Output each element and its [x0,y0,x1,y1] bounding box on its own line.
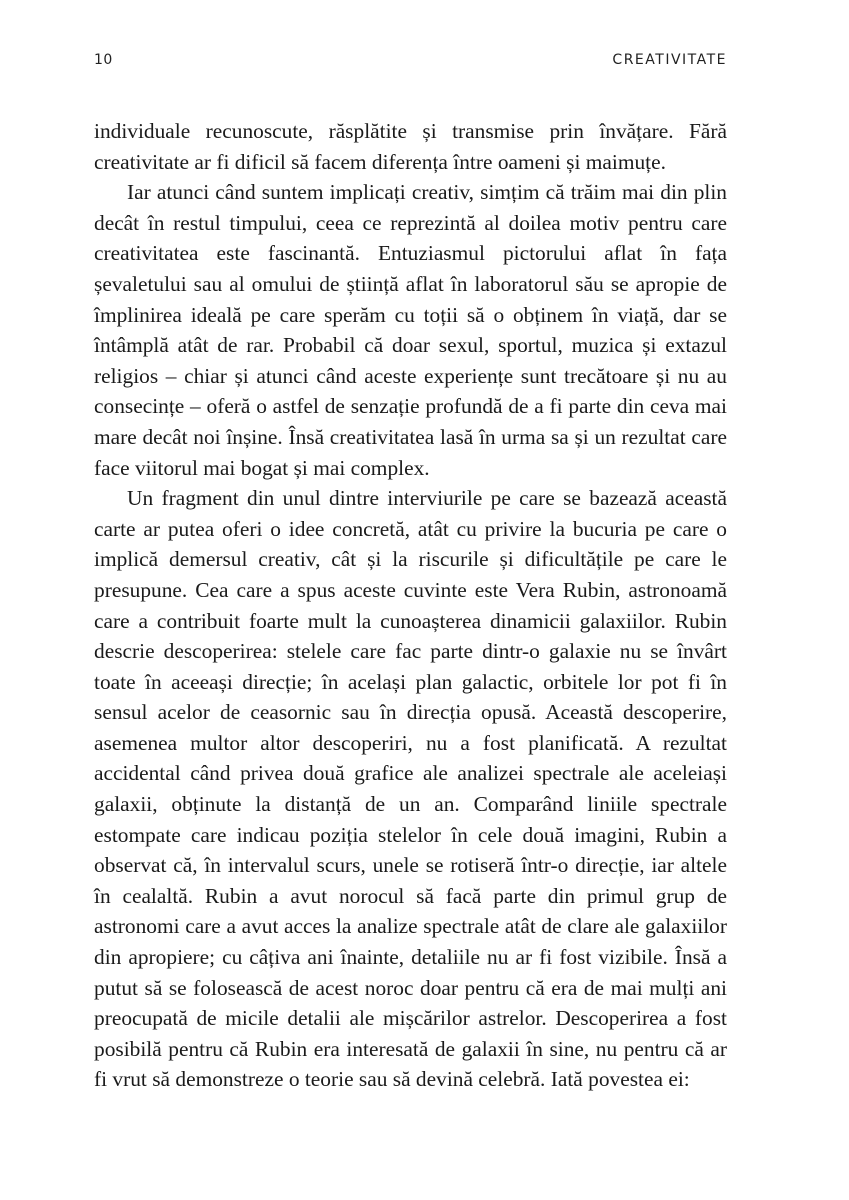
body-text [94,116,727,1095]
paragraph: Iar atunci când suntem implicați creativ, simțim că trăim mai din plin decât în restul timpului, ceea ce reprezintă al doilea motiv pentru care creativitatea este fascinantă. Entuziasmul pictorului aflat în fața șevaletului sau al omului de știință aflat în laboratorul său se apropie de împlinirea ideală pe care sperăm cu toții să o obținem în viață, dar se întâmplă atât de rar. Probabil că doar sexul, sportul, muzica și extazul religios – chiar și atunci când aceste experiențe sunt trecătoare și nu au consecințe – oferă o astfel de senzație profundă de a fi parte din ceva mai mare decât noi înșine. Însă creativitatea lasă în urma sa și un rezultat care face viitorul mai bogat și mai complex. [94,180,727,480]
paragraph-continued: individuale recunoscute, răsplătite și transmise prin învățare. Fără creativitate ar fi dificil să facem diferența între oameni și maimuțe. [94,119,727,174]
page-header [94,52,727,76]
paragraph: Un fragment din unul dintre interviurile pe care se bazează această carte ar putea oferi o idee concretă, atât cu privire la bucuria pe care o implică demersul creativ, cât și la riscurile și dificultățile pe care le presupune. Cea care a spus aceste cuvinte este Vera Rubin, astronoamă care a contribuit foarte mult la cunoașterea dinamicii galaxiilor. Rubin descrie descoperirea: stelele care fac parte dintr-o galaxie nu se învârt toate în aceeași direcție; în același plan galactic, orbitele lor pot fi în sensul acelor de ceasornic sau în direcția opusă. Această descoperire, asemenea multor altor descoperiri, nu a fost planificată. A rezultat accidental când privea două grafice ale analizei spectrale ale aceleiași galaxii, obținute la distanță de un an. Comparând liniile spectrale estompate care indicau poziția stelelor în cele două imagini, Rubin a observat că, în intervalul scurs, unele se rotiseră într-o direcție, iar altele în cealaltă. Rubin a avut norocul să facă parte din primul grup de astronomi care a avut acces la analize spectrale atât de clare ale galaxiilor din apropiere; cu câțiva ani înainte, detaliile nu ar fi fost vizibile. Însă a putut să se folosească de acest noroc doar pentru că era de mai mulți ani preocupată de micile detalii ale mișcărilor astrelor. Descoperirea a fost posibilă pentru că Rubin era interesată de galaxii în sine, nu pentru că ar fi vrut să demonstreze o teorie sau să devină celebră. Iată povestea ei: [94,486,727,1092]
running-title: CREATIVITATE [612,52,727,68]
page-number: 10 [94,52,113,68]
